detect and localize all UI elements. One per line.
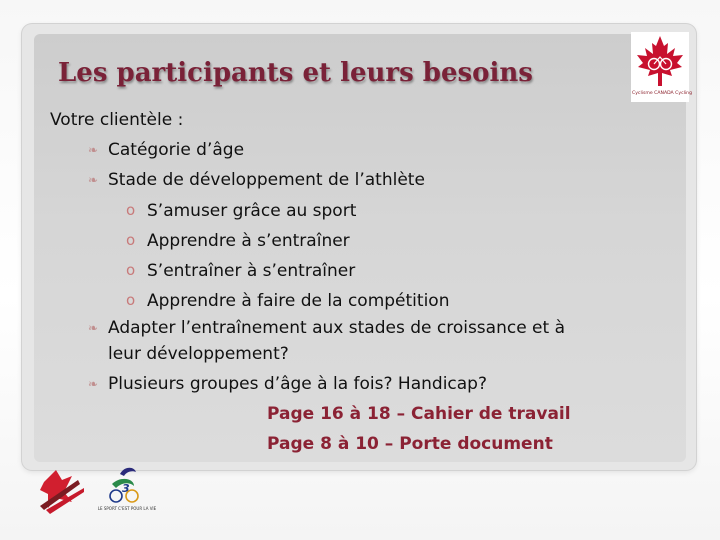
footer-logos bbox=[34, 462, 164, 524]
bullet-item bbox=[50, 316, 670, 340]
sub-bullet-text: S’entraîner à s’entraîner bbox=[147, 261, 356, 281]
circle-bullet-icon: o bbox=[126, 201, 136, 219]
partner-logos-icon bbox=[34, 462, 164, 524]
page-reference: Page 16 à 18 – Cahier de travail bbox=[267, 404, 571, 424]
line-text: Votre clientèle : bbox=[50, 110, 184, 130]
ltad-logo bbox=[110, 468, 138, 502]
bullet-text: Catégorie d’âge bbox=[108, 140, 245, 160]
bullet-text: Adapter l’entraînement aux stades de croissance et à bbox=[108, 318, 566, 338]
sub-bullet-text: S’amuser grâce au sport bbox=[147, 201, 357, 221]
maple-swoosh-logo bbox=[40, 470, 84, 514]
sub-bullet-item bbox=[50, 256, 670, 286]
bullet-icon: ❧ bbox=[88, 377, 99, 391]
sub-bullet-text: Apprendre à s’entraîner bbox=[147, 231, 350, 251]
bullet-item bbox=[50, 136, 670, 166]
svg-text:3: 3 bbox=[122, 482, 130, 495]
maple-leaf-icon bbox=[634, 34, 686, 90]
bullet-icon: ❧ bbox=[88, 321, 99, 335]
logo-caption: Cyclisme CANADA Cycling bbox=[632, 91, 692, 96]
slide-title: Les participants et leurs besoins bbox=[58, 58, 533, 88]
bullet-continuation bbox=[50, 340, 670, 370]
circle-bullet-icon: o bbox=[126, 291, 136, 309]
cycling-canada-logo bbox=[631, 32, 692, 102]
sub-bullet-item bbox=[50, 226, 670, 256]
slide-content bbox=[50, 106, 670, 460]
bullet-item bbox=[50, 166, 670, 196]
bullet-text: Stade de développement de l’athlète bbox=[108, 170, 425, 190]
bullet-text: leur développement? bbox=[108, 344, 289, 364]
sub-bullet-item bbox=[50, 196, 670, 226]
sub-bullet-text: Apprendre à faire de la compétition bbox=[147, 291, 450, 311]
bullet-text: Plusieurs groupes d’âge à la fois? Handicap? bbox=[108, 374, 487, 394]
bullet-icon: ❧ bbox=[88, 173, 99, 187]
circle-bullet-icon: o bbox=[126, 261, 136, 279]
svg-text:LE SPORT C'EST POUR LA VIE: LE SPORT C'EST POUR LA VIE bbox=[97, 506, 157, 511]
circle-bullet-icon: o bbox=[126, 231, 136, 249]
page-reference: Page 8 à 10 – Porte document bbox=[267, 434, 553, 454]
content-line bbox=[50, 106, 670, 136]
sub-bullet-item bbox=[50, 286, 670, 316]
bullet-item bbox=[50, 370, 670, 400]
bullet-icon: ❧ bbox=[88, 143, 99, 157]
